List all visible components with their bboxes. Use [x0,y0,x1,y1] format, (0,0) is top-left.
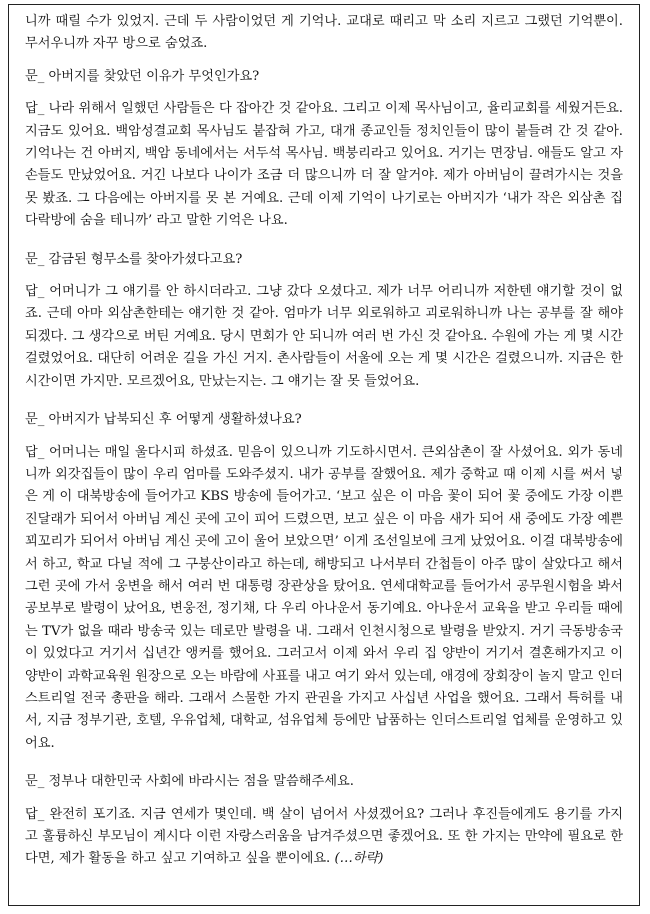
document-frame [8,4,640,906]
answer-paragraph: 답_ 나라 위해서 일했던 사람들은 다 잡아간 것 같아요. 그리고 이제 목사님이고, 율리교회를 세웠거든요. 지금도 있어요. 백암성결교회 목사님도 붙잡혀 가고, 대개 종교인들 정치인들이 많이 붙들려 간 것 같아. 기억나는 건 아버지, 백암 동네에서는 서두석 목사님. 백붕리라고 있어요. 거기는 면장님. 애들도 알고 자손들도 만났었어요. 거긴 나보다 나이가 조금 더 많으니까 더 잘 알거야. 제가 아버님이 끌려가시는 것을 못 봤죠. 그 다음에는 아버지를 못 본 거예요. 근데 이제 기억이 나기로는 아버지가 ‘내가 작은 외삼촌 집 다락방에 숨을 테니까’ 라고 말한 기억은 나요. [25,101,623,229]
omission-note: (…하략) [334,851,384,867]
answer-paragraph: 답_ 어머니가 그 얘기를 안 하시더라고. 그냥 갔다 오셨다고. 제가 너무 어리니까 저한텐 얘기할 것이 없죠. 근데 아마 외삼촌한테는 얘기한 것 같아. 엄마가 너무 외로워하고 괴로워하니까 나는 공부를 잘 해야 되겠다. 그 생각으로 버틴 거예요. 당시 면회가 안 되니까 여러 번 가신 것 같아요. 수원에 가는 게 몇 시간 걸렸었어요. 대단히 어려운 길을 가신 거지. 촌사람들이 서울에 오는 게 몇 시간은 걸렸으니까. 지금은 한 시간이면 가지만. 모르겠어요, 만났는지는. 그 얘기는 잘 못 들었어요. [25,284,623,389]
answer-paragraph: 답_ 완전히 포기죠. 지금 연세가 몇인데. 백 살이 넘어서 사셨겠어요? 그러나 후진들에게도 용기를 가지고 훌륭하신 부모님이 계시다 이런 자랑스러움을 남겨주셨으면 좋겠어요. 또 한 가지는 만약에 필요로 한다면, 제가 활동을 하고 싶고 기여하고 싶을 뿐이에요. (…하략) [25,806,623,867]
answer-paragraph-continued: 니까 때릴 수가 있었지. 근데 두 사람이었던 게 기억나. 교대로 때리고 막 소리 지르고 그랬던 기억뿐이. 무서우니까 자꾸 방으로 숨었죠. [25,14,623,52]
question-paragraph: 문_ 감금된 형무소를 찾아가셨다고요? [25,251,243,267]
document-body [9,5,639,871]
question-paragraph: 문_ 정부나 대한민국 사회에 바라시는 점을 말씀해주세요. [25,774,354,790]
question-paragraph: 문_ 아버지를 찾았던 이유가 무엇인가요? [25,68,260,84]
answer-paragraph: 답_ 어머니는 매일 울다시피 하셨죠. 믿음이 있으니까 기도하시면서. 큰외삼촌이 잘 사셨어요. 외가 동네니까 외갓집들이 많이 우리 엄마를 도와주셨지. 내가 공부를 잘했어요. 제가 중학교 때 이제 시를 써서 넣은 게 이 대북방송에 들어가고 KBS 방송에 들어가고. ‘보고 싶은 이 마음 꽃이 되어 꽃 중에도 가장 이쁜 진달래가 되어서 아버님 계신 곳에 고이 피어 드렸으면, 보고 싶은 이 마음 새가 되어 새 중에도 가장 예쁜 꾀꼬리가 되어서 아버님 계신 곳에 고이 울어 보았으면’ 이게 조선일보에 크게 났었어요. 이걸 대북방송에서 하고, 학교 다닐 적에 그 구붕산이라고 하는데, 해방되고 나서부터 간첩들이 아주 많이 살았다고 해서 그런 곳에 가서 웅변을 해서 여러 번 대통령 장관상을 탔어요. 연세대학교를 들어가서 공무원시험을 봐서 공보부로 발령이 났어요, 변웅전, 정기채, 다 우리 아나운서 동기예요. 아나운서 교육을 받고 우리들 때에는 TV가 없을 때라 방송국 있는 데로만 발령을 내. 그래서 인천시청으로 발령을 받았지. 거기 극동방송국이 있었다고 거기서 십년간 앵커를 했어요. 그러고서 이제 와서 우리 집 양반이 거기서 결혼해가지고 이 양반이 과학교육원 원장으로 오는 바람에 사표를 내고 여기 와서 있는데, 애경에 장회장이 놀지 말고 인더스트리얼 전국 총판을 해라. 그래서 스물한 가지 관권을 가지고 사십년 사업을 했어요. 그래서 특허를 내서, 지금 정부기관, 호텔, 우유업체, 대학교, 섬유업체 등에만 납품하는 인더스트리얼 업체를 운영하고 있어요. [25,444,623,751]
question-paragraph: 문_ 아버지가 납북되신 후 어떻게 생활하셨나요? [25,412,302,428]
